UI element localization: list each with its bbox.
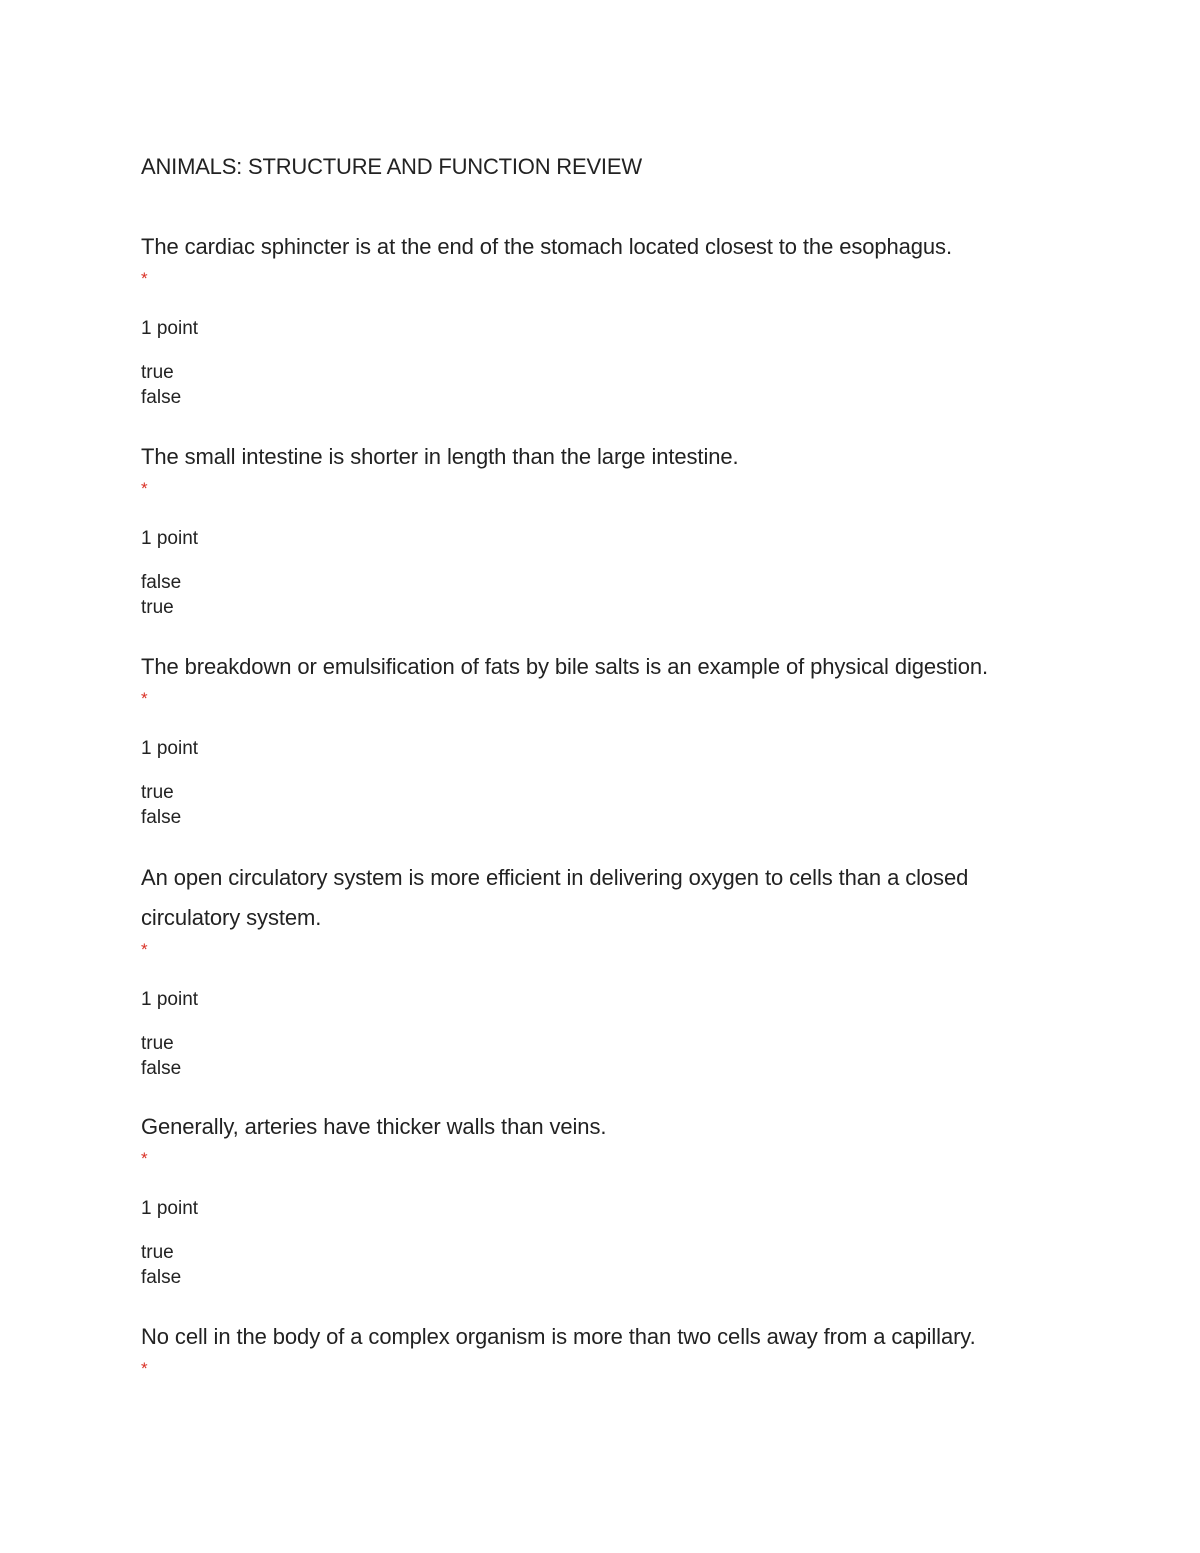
required-asterisk: * [141, 269, 148, 288]
answer-option[interactable]: true [141, 1242, 174, 1263]
question-6 [141, 1317, 1071, 1379]
question-1 [141, 227, 1071, 410]
answer-option[interactable]: true [141, 782, 174, 803]
question-text: Generally, arteries have thicker walls than veins. [141, 1114, 607, 1139]
question-points: 1 point [141, 1198, 199, 1219]
question-3 [141, 647, 1071, 830]
question-text: No cell in the body of a complex organism is more than two cells away from a capillary. [141, 1324, 976, 1349]
question-5 [141, 1107, 1071, 1290]
answer-option[interactable]: true [141, 362, 174, 383]
question-points: 1 point [141, 528, 199, 549]
answer-option[interactable]: false [141, 1267, 182, 1288]
question-points: 1 point [141, 989, 199, 1010]
answer-option[interactable]: false [141, 1058, 182, 1079]
answer-option[interactable]: false [141, 572, 182, 593]
question-4 [141, 858, 1041, 1081]
question-text: The small intestine is shorter in length than the large intestine. [141, 444, 739, 469]
question-points: 1 point [141, 318, 199, 339]
answer-option[interactable]: false [141, 387, 182, 408]
required-asterisk: * [141, 689, 148, 708]
answer-options [141, 1031, 1041, 1081]
question-text: An open circulatory system is more efficient in delivering oxygen to cells than a closed circulatory system. [141, 865, 969, 930]
answer-option[interactable]: false [141, 807, 182, 828]
page-title: ANIMALS: STRUCTURE AND FUNCTION REVIEW [141, 154, 642, 179]
required-asterisk: * [141, 479, 148, 498]
required-asterisk: * [141, 940, 148, 959]
answer-options [141, 1240, 1071, 1290]
question-points: 1 point [141, 738, 199, 759]
answer-options [141, 360, 1071, 410]
answer-option[interactable]: true [141, 1033, 174, 1054]
answer-options [141, 570, 1071, 620]
question-text: The cardiac sphincter is at the end of the stomach located closest to the esophagus. [141, 234, 952, 259]
question-text: The breakdown or emulsification of fats by bile salts is an example of physical digestion. [141, 654, 988, 679]
required-asterisk: * [141, 1149, 148, 1168]
question-2 [141, 437, 1071, 620]
answer-option[interactable]: true [141, 597, 174, 618]
answer-options [141, 780, 1071, 830]
required-asterisk: * [141, 1359, 148, 1378]
